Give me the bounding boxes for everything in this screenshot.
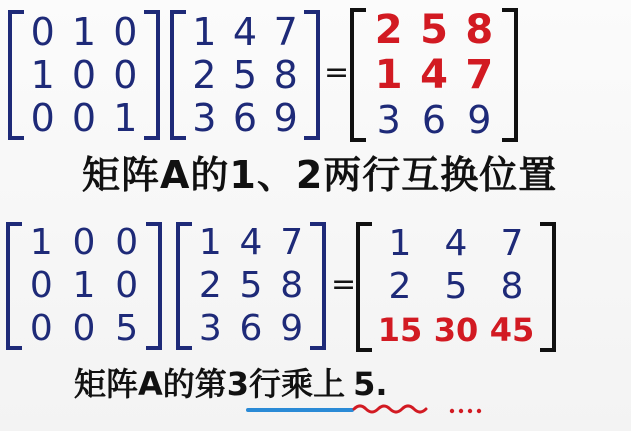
matrix-cell: 4 — [444, 222, 468, 264]
example2-elementary-matrix — [6, 222, 162, 350]
example2-matrix-a — [176, 222, 326, 350]
matrix-cell: 7 — [280, 222, 304, 264]
matrix-cell: 3 — [198, 307, 222, 349]
matrix-cell: 8 — [273, 52, 298, 97]
matrix-cell: 6 — [421, 97, 447, 142]
matrix-cell: 1 — [388, 222, 412, 264]
caption-prefix: 矩阵A的 — [74, 365, 195, 403]
matrix-cell: 9 — [273, 96, 298, 141]
matrix-cell: 8 — [465, 7, 494, 54]
matrix-cell: 4 — [420, 51, 448, 98]
matrix-cell: 3 — [192, 96, 217, 141]
matrix-cell: 9 — [280, 307, 304, 349]
matrix-cell: 5 — [420, 7, 448, 54]
blue-underline — [246, 408, 354, 412]
caption-suffix: . — [375, 365, 388, 403]
caption-underlined-row: 第3行 — [194, 365, 282, 403]
matrix-cell: 5 — [232, 52, 258, 97]
matrix-cell: 0 — [30, 9, 55, 54]
matrix-cell: 2 — [374, 7, 403, 54]
caption-mid: 乘上 — [281, 365, 346, 403]
matrix-cell: 0 — [113, 52, 138, 97]
example2-caption — [74, 365, 388, 403]
matrix-cell: 1 — [374, 51, 403, 98]
matrix-cell: 9 — [467, 97, 492, 142]
matrix-cell: 7 — [500, 222, 524, 264]
red-dotted-underline — [448, 406, 488, 416]
matrix-cell: 1 — [72, 264, 96, 306]
matrix-cell: 0 — [30, 96, 55, 141]
matrix-cell: 6 — [232, 96, 258, 141]
matrix-cell: 6 — [239, 307, 263, 349]
caption-scalar: 5 — [353, 365, 376, 403]
matrix-cell: 0 — [115, 264, 139, 306]
matrix-cell: 1 — [29, 222, 53, 264]
example1-elementary-matrix — [8, 10, 160, 140]
matrix-cell: 0 — [115, 222, 139, 264]
matrix-cell: 0 — [72, 222, 96, 264]
matrix-cell: 8 — [500, 265, 524, 307]
equals-sign: = — [324, 55, 350, 90]
matrix-cell: 0 — [29, 307, 53, 349]
matrix-cell: 15 — [377, 311, 423, 350]
matrix-cell: 0 — [113, 9, 138, 54]
matrix-cell: 7 — [273, 9, 298, 54]
matrix-cell: 1 — [192, 9, 217, 54]
example1-result-matrix — [350, 8, 518, 142]
matrix-cell: 5 — [115, 307, 139, 349]
matrix-cell: 1 — [30, 52, 55, 97]
example2-result-matrix — [356, 222, 556, 352]
matrix-cell: 1 — [113, 96, 138, 141]
matrix-cell: 5 — [444, 265, 468, 307]
matrix-cell: 0 — [29, 264, 53, 306]
matrix-cell: 4 — [232, 9, 258, 54]
matrix-cell: 2 — [388, 265, 412, 307]
equals-sign: = — [331, 267, 357, 302]
example1-caption: 矩阵A的1、2两行互换位置 — [82, 153, 558, 197]
matrix-cell: 45 — [489, 311, 535, 350]
matrix-cell: 0 — [72, 307, 96, 349]
matrix-cell: 30 — [433, 311, 479, 350]
matrix-cell: 7 — [465, 51, 494, 98]
red-wavy-underline — [352, 402, 432, 416]
matrix-cell: 2 — [198, 264, 222, 306]
matrix-cell: 1 — [198, 222, 222, 264]
example1-matrix-a — [170, 10, 320, 140]
matrix-cell: 5 — [239, 264, 263, 306]
matrix-cell: 1 — [71, 9, 97, 54]
matrix-cell: 3 — [376, 97, 401, 142]
matrix-cell: 4 — [239, 222, 263, 264]
matrix-cell: 8 — [280, 264, 304, 306]
matrix-cell: 0 — [71, 96, 97, 141]
matrix-cell: 2 — [192, 52, 217, 97]
matrix-cell: 0 — [71, 52, 97, 97]
